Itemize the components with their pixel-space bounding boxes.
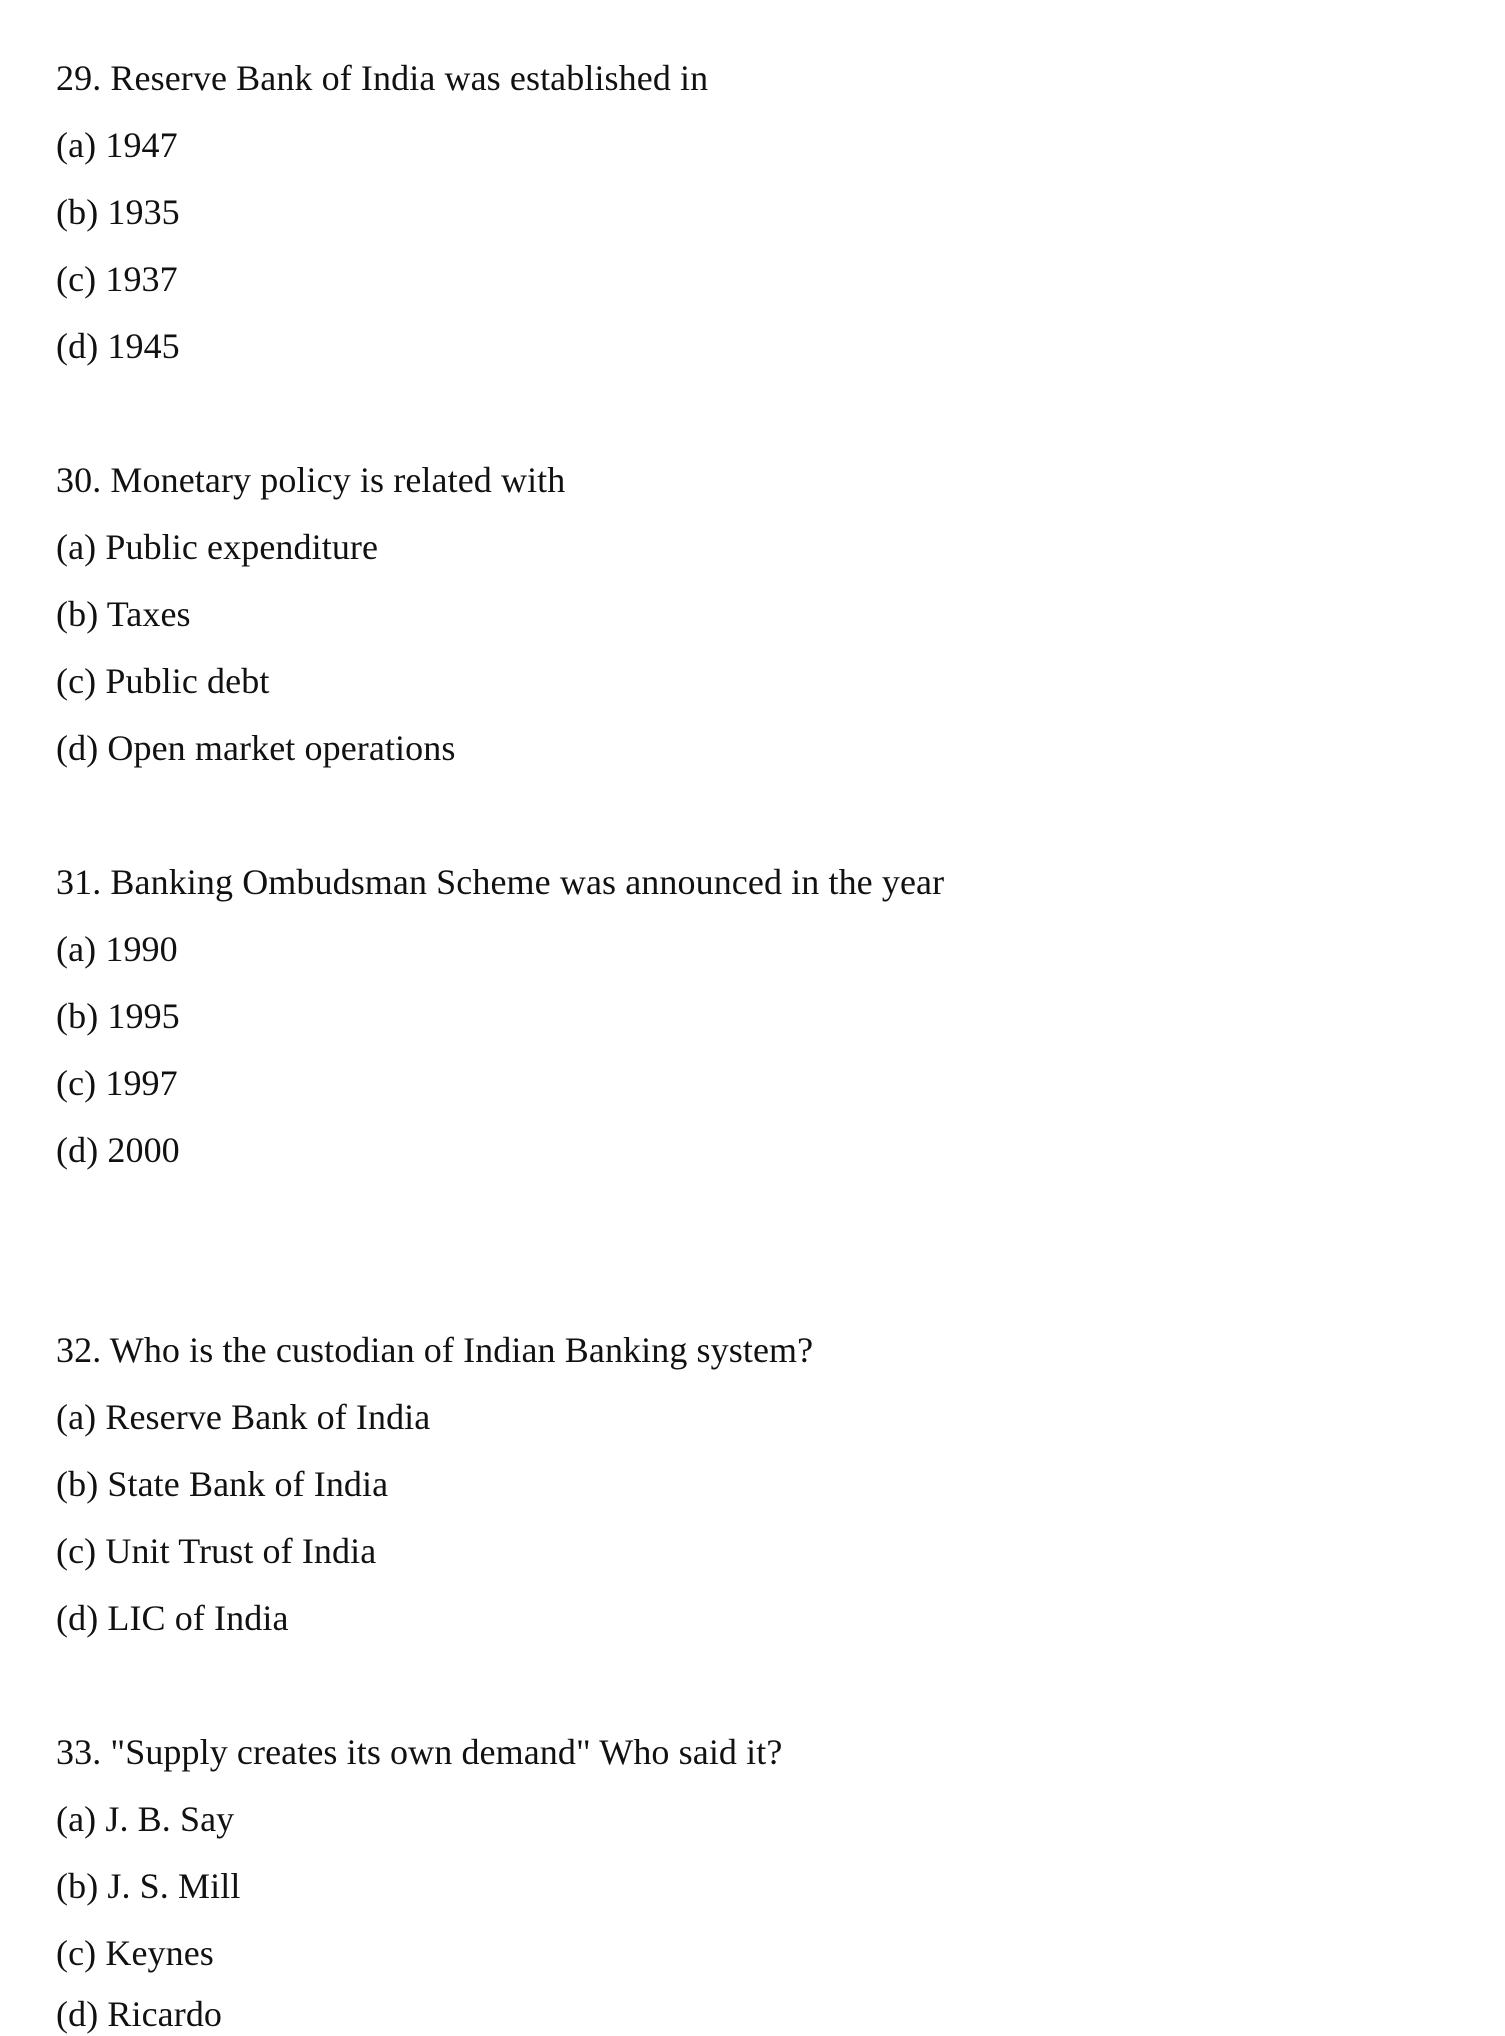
question-33-option-c: (c) Keynes bbox=[56, 1933, 214, 1973]
question-32-option-a: (a) Reserve Bank of India bbox=[56, 1397, 431, 1437]
question-30-option-d: (d) Open market operations bbox=[56, 728, 456, 768]
question-32-option-c: (c) Unit Trust of India bbox=[56, 1531, 377, 1571]
question-33-option-d: (d) Ricardo bbox=[56, 1994, 223, 2034]
question-32-option-d: (d) LIC of India bbox=[56, 1598, 289, 1638]
question-30-option-c: (c) Public debt bbox=[56, 661, 270, 701]
question-29-stem: 29. Reserve Bank of India was established in bbox=[56, 58, 709, 98]
question-29-option-a: (a) 1947 bbox=[56, 125, 178, 165]
question-30-option-a: (a) Public expenditure bbox=[56, 527, 379, 567]
question-29-option-c: (c) 1937 bbox=[56, 259, 178, 299]
question-31-stem: 31. Banking Ombudsman Scheme was announced in the year bbox=[56, 862, 945, 902]
question-31-option-b: (b) 1995 bbox=[56, 996, 180, 1036]
question-31-option-c: (c) 1997 bbox=[56, 1063, 178, 1103]
question-31-option-d: (d) 2000 bbox=[56, 1130, 180, 1170]
question-33-stem: 33. "Supply creates its own demand" Who said it? bbox=[56, 1732, 783, 1772]
question-29-option-d: (d) 1945 bbox=[56, 326, 180, 366]
question-31-option-a: (a) 1990 bbox=[56, 929, 178, 969]
question-29-option-b: (b) 1935 bbox=[56, 192, 180, 232]
question-33-option-a: (a) J. B. Say bbox=[56, 1799, 235, 1839]
question-32-option-b: (b) State Bank of India bbox=[56, 1464, 389, 1504]
question-30-stem: 30. Monetary policy is related with bbox=[56, 460, 566, 500]
question-30-option-b: (b) Taxes bbox=[56, 594, 191, 634]
question-33-option-b: (b) J. S. Mill bbox=[56, 1866, 241, 1906]
question-32-stem: 32. Who is the custodian of Indian Banking system? bbox=[56, 1330, 814, 1370]
